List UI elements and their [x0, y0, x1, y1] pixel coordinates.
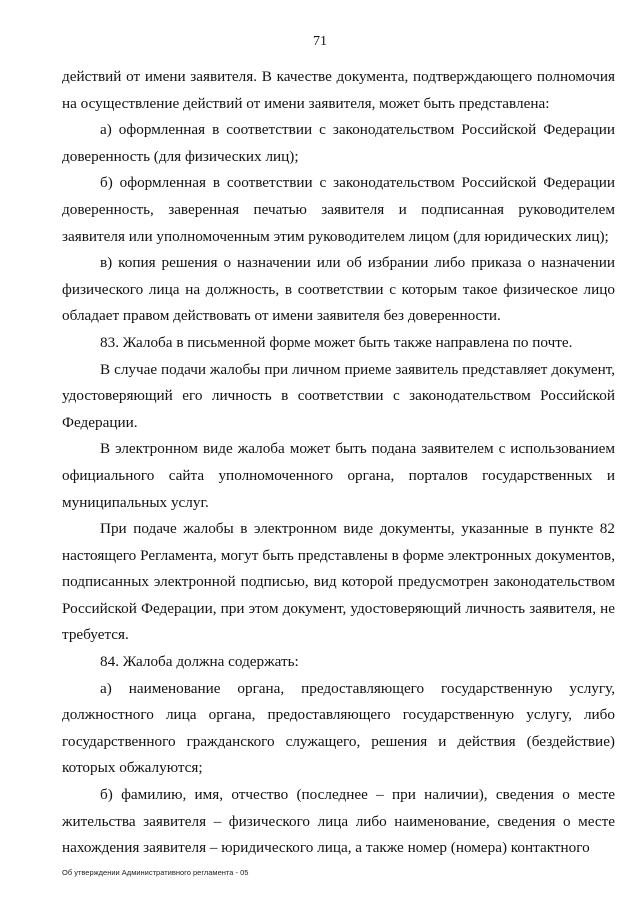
page-footer: Об утверждении Административного регламента - 05 [62, 868, 249, 877]
document-body [62, 64, 615, 862]
paragraph-electronic-form: В электронном виде жалоба может быть подана заявителем с использованием официального сайта уполномоченного органа, порталов государственных и муниципальных услуг. [62, 440, 615, 511]
paragraph-electronic-documents: При подаче жалобы в электронном виде документы, указанные в пункте 82 настоящего Регламента, могут быть представлены в форме электронных документов, подписанных электронной подписью, вид которой предусмотрен законодательством Российской Федерации, при этом документ, удостоверяющий личность заявителя, не требуется. [62, 520, 615, 644]
paragraph-83: 83. Жалоба в письменной форме может быть также направлена по почте. [100, 333, 573, 351]
paragraph-84-item-a: а) наименование органа, предоставляющего государственную услугу, должностного лица органа, предоставляющего государственную услугу, либо государственного гражданского служащего, решения и действия (бездействие) которых обжалуются; [62, 679, 615, 777]
paragraph-item-a: а) оформленная в соответствии с законодательством Российской Федерации доверенность (для физических лиц); [62, 121, 615, 165]
paragraph-continuation: действий от имени заявителя. В качестве документа, подтверждающего полномочия на осуществление действий от имени заявителя, может быть представлена: [62, 68, 615, 112]
paragraph-84: 84. Жалоба должна содержать: [100, 653, 299, 671]
paragraph-84-item-b: б) фамилию, имя, отчество (последнее – при наличии), сведения о месте жительства заявителя – физического лица либо наименование, сведения о месте нахождения заявителя – юридического лица, а также номер (номера) контактного [62, 786, 615, 857]
page-number: 71 [313, 34, 327, 49]
paragraph-item-b: б) оформленная в соответствии с законодательством Российской Федерации доверенность, заверенная печатью заявителя и подписанная руководителем заявителя или уполномоченным этим руководителем лицом (для юридических лиц); [62, 174, 615, 245]
paragraph-item-v: в) копия решения о назначении или об избрании либо приказа о назначении физического лица на должность, в соответствии с которым такое физическое лицо обладает правом действовать от имени заявителя без доверенности. [62, 254, 615, 325]
paragraph-personal-reception: В случае подачи жалобы при личном приеме заявитель представляет документ, удостоверяющий его личность в соответствии с законодательством Российской Федерации. [62, 360, 615, 431]
